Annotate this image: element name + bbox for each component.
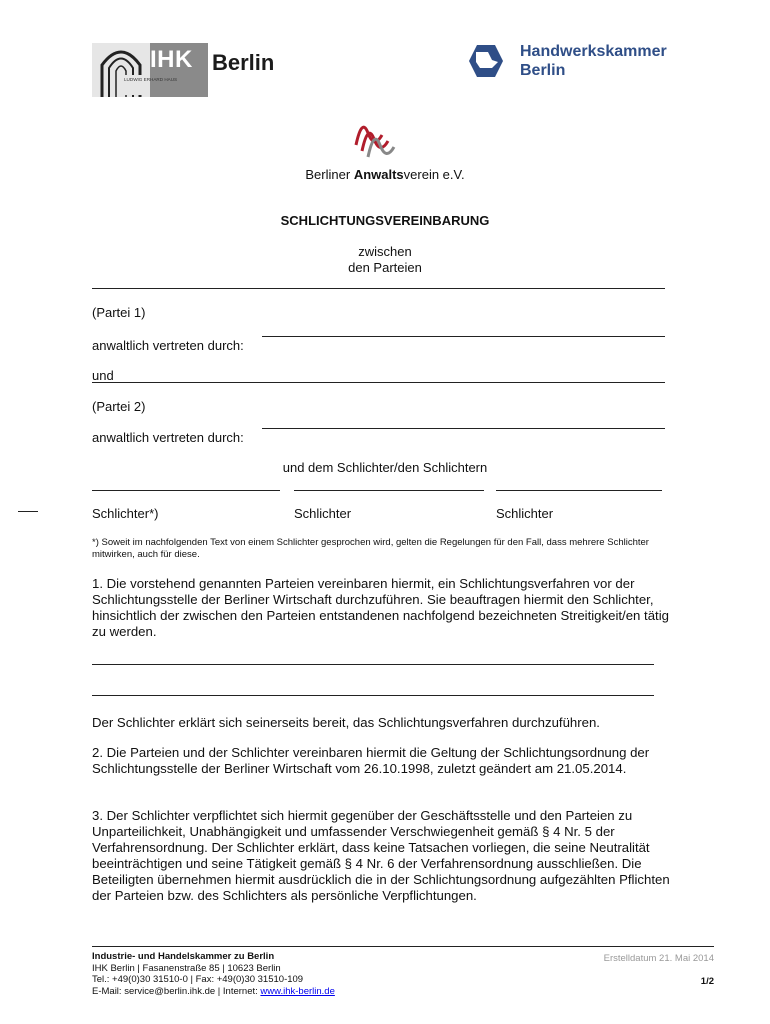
represented2-line[interactable] <box>262 428 665 429</box>
represented1-line[interactable] <box>262 336 665 337</box>
footer-address-block <box>92 951 335 997</box>
footer-address: IHK Berlin | Fasanenstraße 85 | 10623 Berlin <box>92 962 281 974</box>
document-title: SCHLICHTUNGSVEREINBARUNG <box>280 213 490 228</box>
partei1-line[interactable] <box>92 288 665 289</box>
section-1: 1. Die vorstehend genannten Parteien vereinbaren hiermit, ein Schlichtungsverfahren vor der Schlichtungsstelle der Berliner Wirtschaft durchzuführen. Sie beauftragen hiermit den Schlichter, hinsichtlich der zwischen den Parteien entstandenen nachfolgend bezeichneten Streitigkeit/en tätig zu werden. <box>92 576 669 639</box>
represented1-label: anwaltlich vertreten durch: <box>92 338 244 353</box>
ihk-logo-word: IHK <box>150 46 193 73</box>
svg-text:LUDWIG ERHARD HAUS: LUDWIG ERHARD HAUS <box>124 77 178 82</box>
dispute-line-2[interactable] <box>92 695 654 696</box>
schlichter2-label: Schlichter <box>294 506 352 521</box>
footer-phone: Tel.: +49(0)30 31510-0 | Fax: +49(0)30 31510-109 <box>92 974 304 985</box>
website-link[interactable]: www.ihk-berlin.de <box>260 985 335 997</box>
hwk-logo-icon <box>468 44 504 83</box>
partei2-line[interactable] <box>92 382 665 383</box>
partei2-label: (Partei 2) <box>92 399 146 414</box>
dispute-line-1[interactable] <box>92 664 654 665</box>
section-3: 3. Der Schlichter verpflichtet sich hiermit gegenüber der Geschäftsstelle und den Parteien zu Unparteilichkeit, Unabhängigkeit und umfassender Verschwiegenheit gemäß § 4 Nr. 5 der Verfahrensordnung. Der Schlichter erklärt, dass keine Tatsachen vorliegen, die seine Neutralität beeinträchtigen und seine Tätigkeit gemäß § 4 Nr. 6 der Verfahrensordnung ausschließen. Die Beteiligten übernehmen hiermit ausdrücklich die in der Schlichtungsordnung aufgezählten Pflichten der Parteien bzw. des Schlichters als persönliche Verpflichtungen. <box>92 808 670 903</box>
creation-date: Erstelldatum 21. Mai 2014 <box>603 953 714 964</box>
section-2: 2. Die Parteien und der Schlichter vereinbaren hiermit die Geltung der Schlichtungsordnung der Schlichtungsstelle der Berliner Wirtschaft vom 26.10.1998, zuletzt geändert am 21.05.2014. <box>92 745 650 776</box>
anwaltsverein-name: Berliner Anwaltsverein e.V. <box>305 167 465 182</box>
partei1-label: (Partei 1) <box>92 305 146 320</box>
parties-label: den Parteien <box>348 260 422 275</box>
and-label: und <box>92 368 114 383</box>
anwaltsverein-logo-icon <box>352 115 398 166</box>
footnote: *) Soweit im nachfolgenden Text von einem Schlichter gesprochen wird, gelten die Regelungen für den Fall, dass mehrere Schlichter mitwirken, auch für diese. <box>92 537 649 560</box>
schlichter1-line[interactable] <box>92 490 280 491</box>
schlichter1-label: Schlichter*) <box>92 506 159 521</box>
schlichter2-line[interactable] <box>294 490 484 491</box>
hwk-logo-text: Handwerkskammer Berlin <box>520 43 667 79</box>
schlichter-declaration: Der Schlichter erklärt sich seinerseits bereit, das Schlichtungsverfahren durchzuführen. <box>92 715 600 730</box>
footer-contact: E-Mail: service@berlin.ihk.de | Internet: www.ihk-berlin.de <box>92 985 335 997</box>
schlichter-intro: und dem Schlichter/den Schlichtern <box>282 460 488 475</box>
page-number: 1/2 <box>700 976 714 987</box>
between-label: zwischen <box>358 244 412 259</box>
schlichter3-label: Schlichter <box>496 506 554 521</box>
footer-org: Industrie- und Handelskammer zu Berlin <box>92 951 275 962</box>
ihk-logo-city: Berlin <box>212 50 275 75</box>
footer-rule <box>92 946 714 947</box>
represented2-label: anwaltlich vertreten durch: <box>92 430 244 445</box>
margin-mark <box>18 511 38 512</box>
schlichter3-line[interactable] <box>496 490 662 491</box>
